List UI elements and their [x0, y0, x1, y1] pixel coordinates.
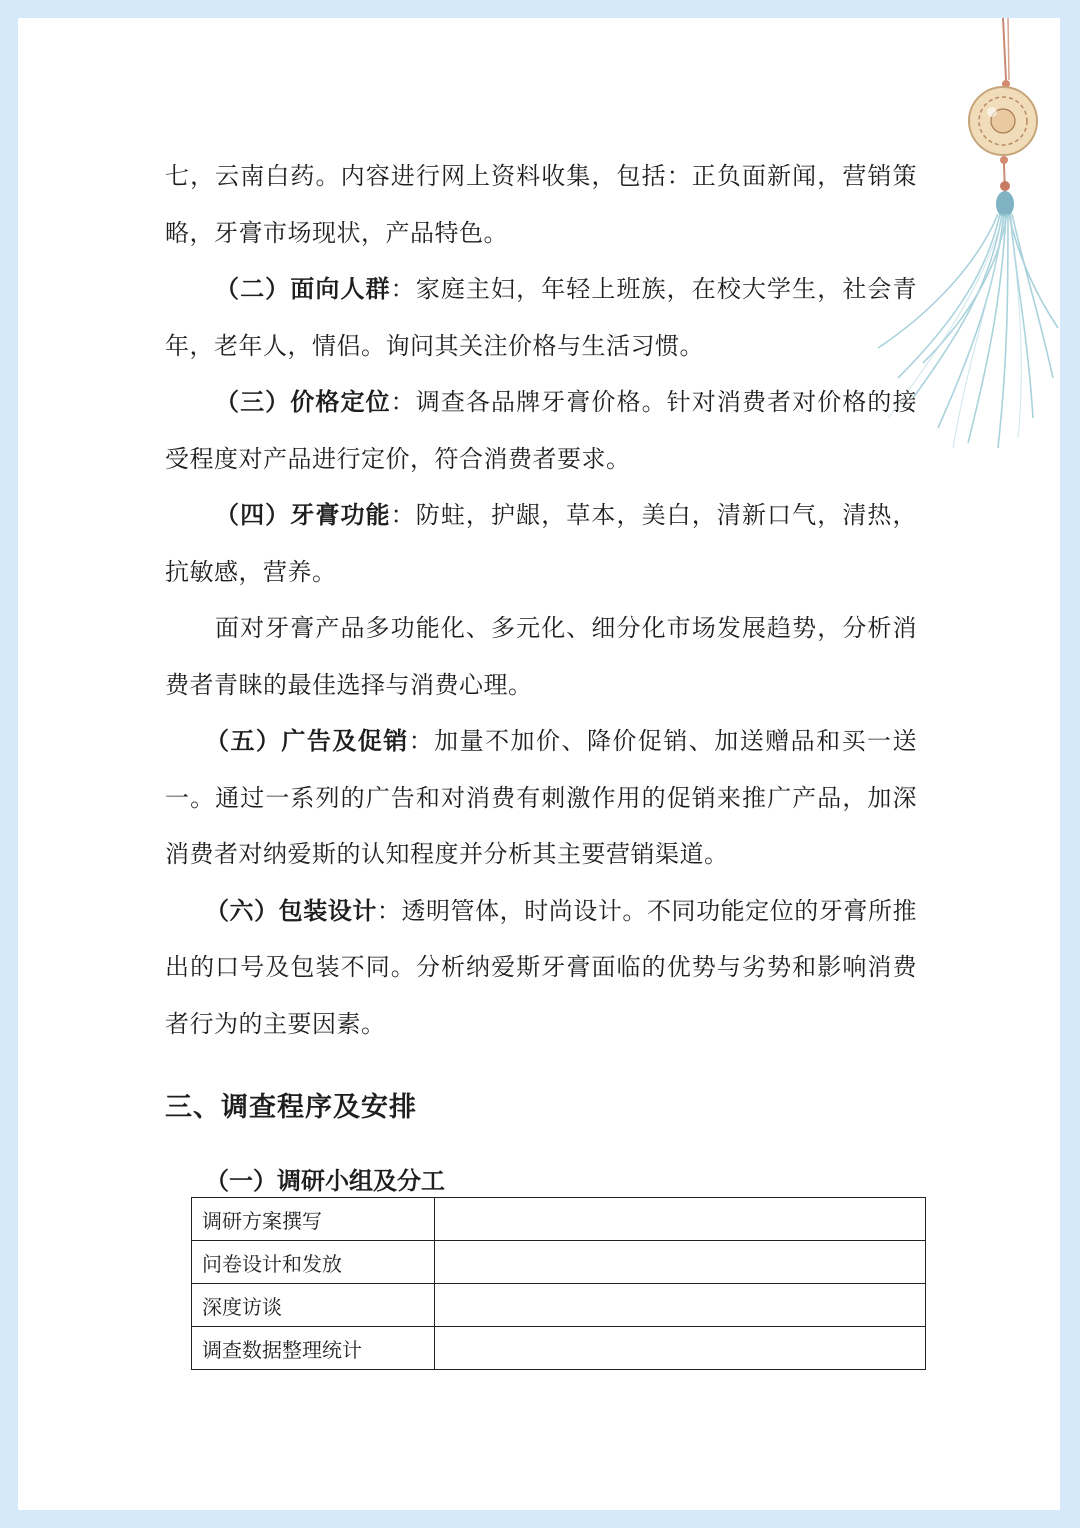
- paragraph-price-positioning: [165, 374, 917, 487]
- paragraph-1: 七，云南白药。内容进行网上资料收集，包括：正负面新闻，营销策略，牙膏市场现状，产品特色。: [165, 162, 917, 247]
- paragraph-toothpaste-functions: [165, 487, 917, 600]
- text-toothpaste-functions: 防蛀，护龈，草本，美白，清新口气，清热，抗敏感，营养。: [165, 501, 918, 586]
- heading-packaging-design: （六）包装设计: [205, 895, 377, 925]
- table-row: [192, 1241, 926, 1284]
- task-cell: 深度访谈: [192, 1284, 435, 1327]
- separator: ：: [390, 275, 416, 303]
- task-cell: 调查数据整理统计: [192, 1327, 435, 1370]
- separator: ：: [390, 501, 416, 529]
- heading-toothpaste-functions: （四）牙膏功能: [215, 500, 391, 529]
- text-ads-promotion: 加量不加价、降价促销、加送赠品和买一送一。通过一系列的广告和对消费有刺激作用的促销来推广产品，加深消费者对纳爱斯的认知程度并分析其主要营销渠道。: [165, 727, 918, 868]
- text-price-positioning: 调查各品牌牙膏价格。针对消费者对价格的接受程度对产品进行定价，符合消费者要求。: [165, 388, 918, 473]
- document-page: [18, 18, 1060, 1510]
- assignee-cell: [435, 1327, 926, 1370]
- subsection-title: （一）调研小组及分工: [205, 1166, 445, 1195]
- text-packaging-design: 透明管体，时尚设计。不同功能定位的牙膏所推出的口号及包装不同。分析纳爱斯牙膏面临的优势与劣势和影响消费者行为的主要因素。: [165, 896, 918, 1038]
- table-row: [192, 1284, 926, 1327]
- team-assignment-table: [191, 1197, 926, 1370]
- task-cell: 问卷设计和发放: [192, 1241, 435, 1284]
- paragraph-target-audience: [165, 261, 917, 374]
- separator: ：: [390, 388, 416, 416]
- text-target-audience: 家庭主妇，年轻上班族，在校大学生，社会青年，老年人，情侣。询问其关注价格与生活习惯。: [165, 275, 918, 360]
- heading-target-audience: （二）面向人群: [215, 274, 391, 303]
- paragraph-ads-promotion: [165, 713, 917, 883]
- task-cell: 调研方案撰写: [192, 1198, 435, 1241]
- separator: ：: [376, 896, 402, 925]
- assignee-cell: [435, 1241, 926, 1284]
- table-row: [192, 1198, 926, 1241]
- separator: ：: [408, 727, 435, 755]
- heading-ads-promotion: （五）广告及促销: [205, 726, 409, 755]
- document-body: [165, 148, 917, 1198]
- assignee-cell: [435, 1198, 926, 1241]
- paragraph-market-trend: 面对牙膏产品多功能化、多元化、细分化市场发展趋势，分析消费者青睐的最佳选择与消费心理。: [165, 614, 917, 699]
- heading-price-positioning: （三）价格定位: [215, 387, 391, 416]
- assignee-cell: [435, 1284, 926, 1327]
- table-row: [192, 1327, 926, 1370]
- section-title: 三、调查程序及安排: [165, 1092, 417, 1123]
- paragraph-packaging-design: [165, 883, 917, 1053]
